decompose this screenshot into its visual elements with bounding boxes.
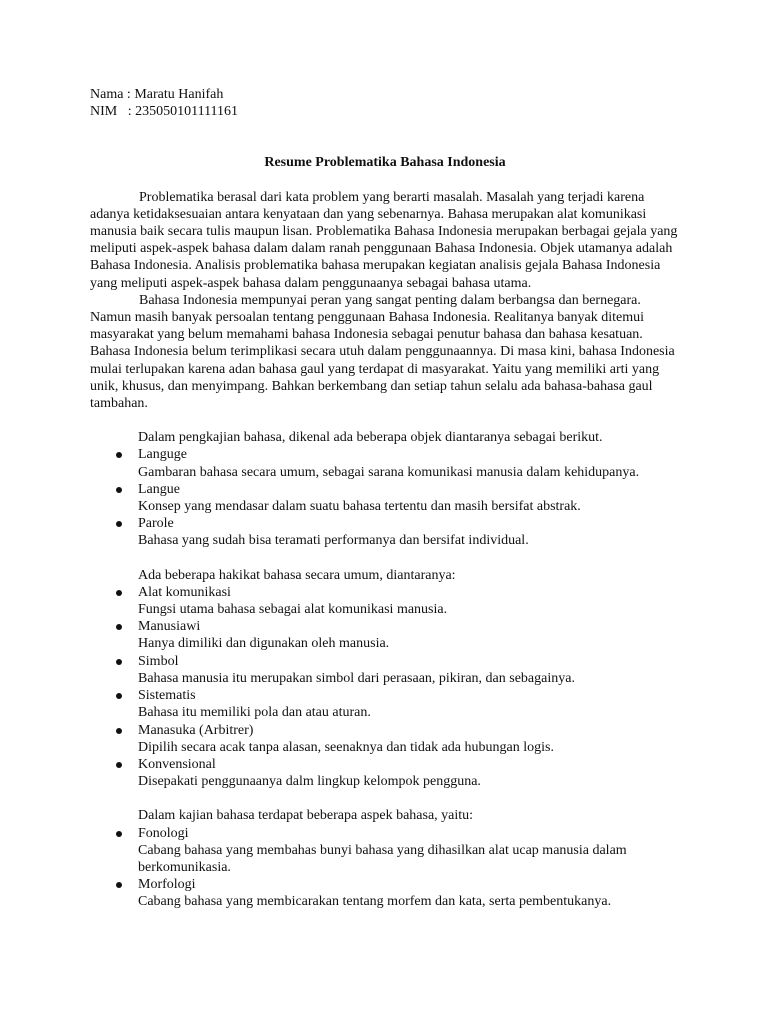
- bullet-icon: [116, 452, 122, 458]
- list-item-term: Manusiawi: [138, 619, 201, 635]
- student-name: Nama : Maratu Hanifah: [90, 87, 224, 102]
- list-item: [138, 584, 680, 618]
- list-item: [138, 876, 680, 910]
- bullet-icon: [116, 728, 122, 734]
- list-item: [138, 825, 680, 877]
- list-item-term: Alat komunikasi: [138, 584, 231, 600]
- spacer: [90, 790, 680, 807]
- list-item: [138, 687, 680, 721]
- section-intro: Ada beberapa hakikat bahasa secara umum, diantaranya:: [138, 567, 456, 583]
- bullet-list: [90, 825, 680, 911]
- bullet-icon: [116, 590, 122, 596]
- list-item: [138, 756, 680, 790]
- list-item-desc: Bahasa itu memiliki pola dan atau aturan.: [138, 705, 371, 721]
- bullet-icon: [116, 831, 122, 837]
- list-item-desc: Gambaran bahasa secara umum, sebagai sarana komunikasi manusia dalam kehidupanya.: [138, 464, 640, 480]
- list-item-desc: Disepakati penggunaanya dalm lingkup kelompok pengguna.: [138, 774, 481, 790]
- bullet-icon: [116, 659, 122, 665]
- bullet-list: [90, 446, 680, 549]
- bullet-icon: [116, 762, 122, 768]
- bullet-icon: [116, 693, 122, 699]
- list-item-term: Langue: [138, 481, 180, 497]
- list-item: [138, 481, 680, 515]
- list-item-desc: Dipilih secara acak tanpa alasan, seenaknya dan tidak ada hubungan logis.: [138, 739, 554, 755]
- bullet-icon: [116, 521, 122, 527]
- bullet-icon: [116, 882, 122, 888]
- list-item: [138, 618, 680, 652]
- list-item: [138, 722, 680, 756]
- list-item-desc: Cabang bahasa yang membicarakan tentang morfem dan kata, serta pembentukanya.: [138, 894, 612, 910]
- section-intro: Dalam kajian bahasa terdapat beberapa aspek bahasa, yaitu:: [138, 808, 474, 824]
- list-item-term: Sistematis: [138, 688, 196, 704]
- list-item-term: Manasuka (Arbitrer): [138, 722, 254, 738]
- paragraph: Bahasa Indonesia mempunyai peran yang sangat penting dalam berbangsa dan bernegara. Namun masih banyak persoalan tentang penggunaan Bahasa Indonesia. Realitanya banyak ditemui masyarakat yang belum memahami bahasa Indonesia sebagai penutur bahasa dan bahasa kesatuan. Bahasa Indonesia belum terimplikasi secara utuh dalam penggunaannya. Di masa kini, bahasa Indonesia mulai terlupakan karena adan bahasa gaul yang terdapat di masyarakat. Yaitu yang memiliki arti yang unik, khusus, dan menyimpang. Bahkan berkembang dan setiap tahun selalu ada bahasa-bahasa gaul tambahan.: [90, 292, 675, 412]
- list-item: [138, 653, 680, 687]
- list-item-desc: Bahasa yang sudah bisa teramati performanya dan bersifat individual.: [138, 533, 529, 549]
- list-item-term: Languge: [138, 447, 187, 463]
- spacer: [90, 550, 680, 567]
- list-item-term: Konvensional: [138, 756, 216, 772]
- document-title: Resume Problematika Bahasa Indonesia: [264, 155, 506, 171]
- list-item-term: Fonologi: [138, 825, 189, 841]
- list-item-desc: Bahasa manusia itu merupakan simbol dari perasaan, pikiran, dan sebagainya.: [138, 670, 575, 686]
- document-body: [90, 86, 680, 911]
- spacer: [90, 412, 680, 429]
- list-item-desc: Konsep yang mendasar dalam suatu bahasa tertentu dan masih bersifat abstrak.: [138, 499, 581, 515]
- bullet-icon: [116, 487, 122, 493]
- list-item-term: Parole: [138, 516, 174, 532]
- student-nim: NIM : 235050101111161: [90, 104, 239, 120]
- list-item: [138, 515, 680, 549]
- bullet-icon: [116, 624, 122, 630]
- list-item-desc: Fungsi utama bahasa sebagai alat komunikasi manusia.: [138, 602, 448, 618]
- bullet-list: [90, 584, 680, 790]
- list-item: [138, 446, 680, 480]
- section-intro: Dalam pengkajian bahasa, dikenal ada beberapa objek diantaranya sebagai berikut.: [138, 430, 603, 446]
- paragraph: Problematika berasal dari kata problem yang berarti masalah. Masalah yang terjadi karena adanya ketidaksesuaian antara kenyataan dan yang sebenarnya. Bahasa merupakan alat komunikasi manusia baik secara tulis maupun lisan. Problematika Bahasa Indonesia merupakan berbagai gejala yang meliputi aspek-aspek bahasa dalam dalam ranah penggunaan Bahasa Indonesia. Objek utamanya adalah Bahasa Indonesia. Analisis problematika bahasa merupakan kegiatan analisis gejala Bahasa Indonesia yang meliputi aspek-aspek bahasa dalam penggunaanya sebagai bahasa utama.: [90, 189, 678, 291]
- list-item-term: Simbol: [138, 653, 179, 669]
- list-item-term: Morfologi: [138, 877, 196, 893]
- list-item-desc: Hanya dimiliki dan digunakan oleh manusia.: [138, 636, 390, 652]
- list-item-desc: Cabang bahasa yang membahas bunyi bahasa yang dihasilkan alat ucap manusia dalam berkomunikasia.: [138, 842, 627, 875]
